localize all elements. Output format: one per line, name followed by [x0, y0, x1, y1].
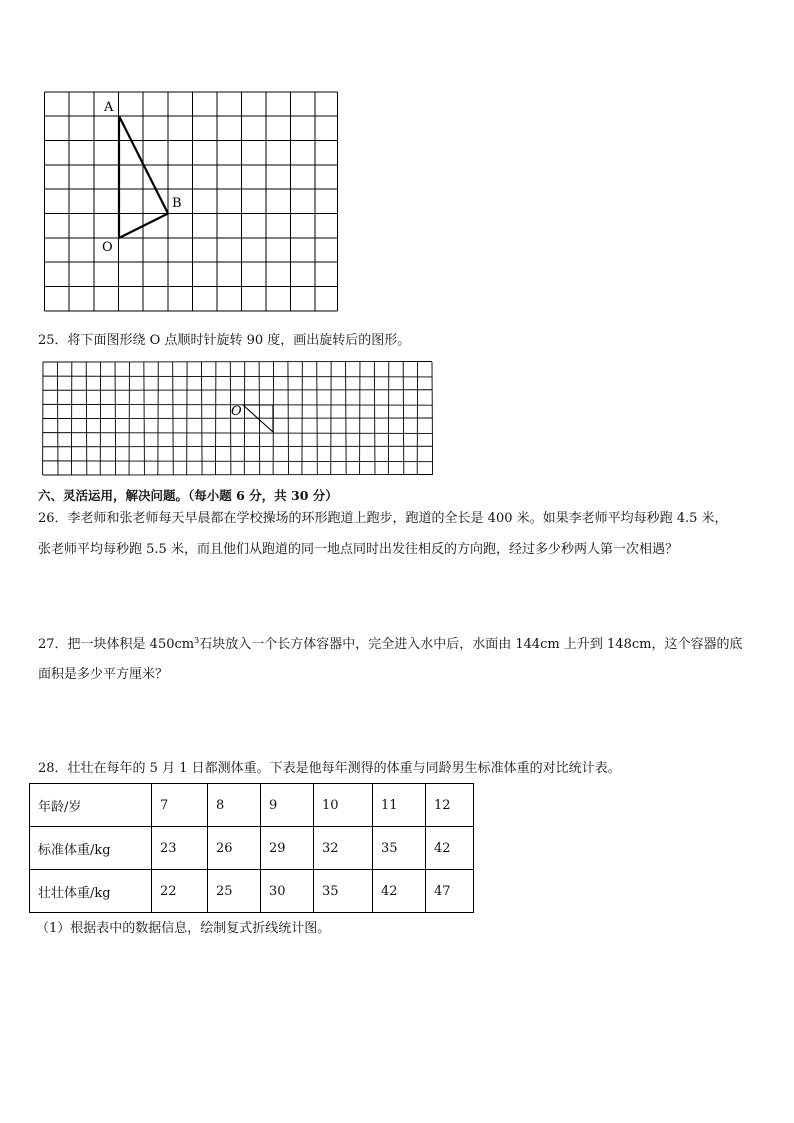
table-cell: 25: [208, 870, 261, 913]
row-label: 壮壮体重/kg: [30, 870, 152, 913]
rotation-grid-figure: [38, 358, 438, 482]
row-label: 标准体重/kg: [30, 827, 152, 870]
question-25: 25．将下面图形绕 O 点顺时针旋转 90 度，画出旋转后的图形。: [38, 333, 411, 348]
point-b-label: B: [172, 196, 182, 211]
table-cell: 7: [152, 784, 208, 827]
question-26-line1: 26．李老师和张老师每天早晨都在学校操场的环形跑道上跑步，跑道的全长是 400 米。如果李老师平均每秒跑 4.5 米，: [38, 511, 728, 526]
table-cell: 42: [426, 827, 474, 870]
question-27-line1: 27．把一块体积是 $450cm^3$石块放入一个长方体容器中，完全进入水中后，水面由 144cm 上升到 148cm，这个容器的底: [38, 636, 743, 652]
table-cell: 35: [314, 870, 373, 913]
table-cell: 10: [314, 784, 373, 827]
table-row: [30, 784, 474, 827]
table-cell: 47: [426, 870, 474, 913]
question-28: 28．壮壮在每年的 5 月 1 日都测体重。下表是他每年测得的体重与同龄男生标准体重的对比统计表。: [38, 761, 621, 776]
table-cell: 32: [314, 827, 373, 870]
question-26-line2: 张老师平均每秒跑 5.5 米，而且他们从跑道的同一地点同时出发往相反的方向跑，经过多少秒两人第一次相遇？: [38, 542, 678, 557]
table-cell: 12: [426, 784, 474, 827]
weight-comparison-table: [29, 783, 474, 913]
table-row: [30, 827, 474, 870]
question-27-line2: 面积是多少平方厘米？: [38, 667, 169, 682]
row-label: 年龄/岁: [30, 784, 152, 827]
point-a-label: A: [104, 100, 114, 115]
point-o-label: O: [102, 240, 113, 255]
question-28-part1: （1）根据表中的数据信息，绘制复式折线统计图。: [36, 921, 331, 936]
table-cell: 30: [261, 870, 314, 913]
table-cell: 42: [373, 870, 426, 913]
table-cell: 29: [261, 827, 314, 870]
triangle-grid-figure: [40, 90, 342, 316]
point-o-label-q25: O: [231, 404, 242, 419]
table-cell: 22: [152, 870, 208, 913]
section-6-title: 六、灵活运用，解决问题。（每小题 6 分，共 30 分）: [38, 488, 338, 503]
table-cell: 23: [152, 827, 208, 870]
table-cell: 8: [208, 784, 261, 827]
table-cell: 11: [373, 784, 426, 827]
table-cell: 35: [373, 827, 426, 870]
table-cell: 26: [208, 827, 261, 870]
table-row: [30, 870, 474, 913]
table-cell: 9: [261, 784, 314, 827]
